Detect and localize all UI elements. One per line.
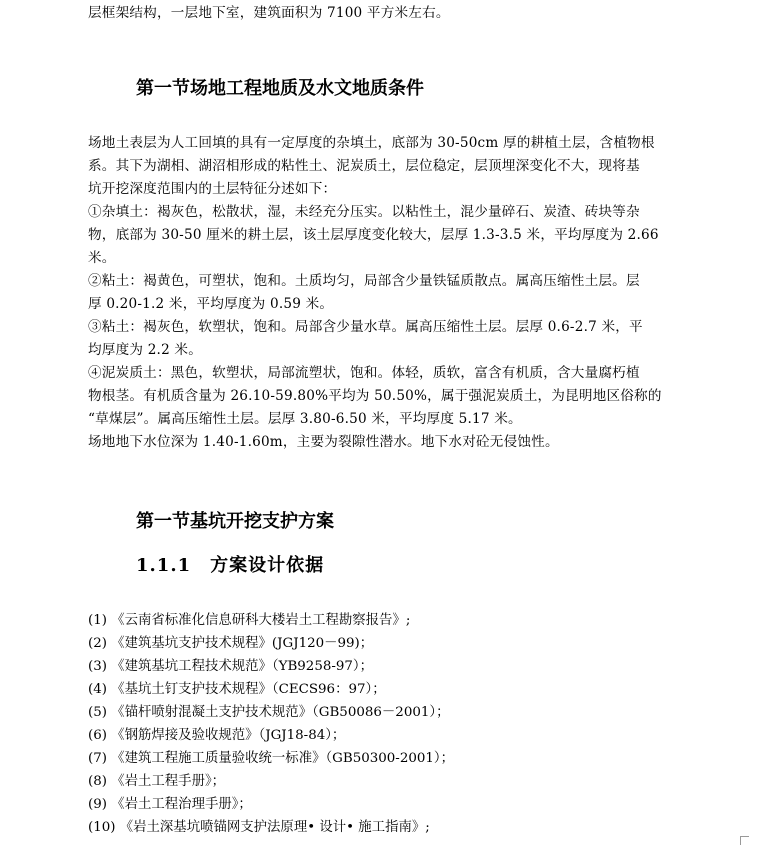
paragraph-line: 场地土表层为人工回填的具有一定厚度的杂填土，底部为 30-50cm 厚的耕植土层，含植物根 [88,135,655,151]
list-item: (5) 《锚杆喷射混凝土支护技术规范》（GB50086－2001）； [88,705,450,720]
subsection-heading-basis: 1.1.1 方案设计依据 [136,555,325,576]
intro-paragraph: 层框架结构，一层地下室，建筑面积为 7100 平方米左右。 [88,5,450,21]
paragraph-line: ④泥炭质土：黑色，软塑状，局部流塑状，饱和。体轻，质软，富含有机质，含大量腐朽植 [88,365,640,381]
list-item: (3) 《建筑基坑工程技术规范》（YB9258-97）； [88,659,374,674]
paragraph-line: 系。其下为湖相、湖沼相形成的粘性土、泥炭质土，层位稳定，层顶埋深变化不大，现将基 [88,158,640,174]
list-item: (9) 《岩土工程治理手册》； [88,797,252,812]
paragraph-line: 米。 [88,250,116,266]
paragraph-line: 物，底部为 30-50 厘米的耕土层，该土层厚度变化较大，层厚 1.3-3.5 米，平均厚度为 2.66 [88,227,659,243]
list-item: (8) 《岩土工程手册》； [88,774,226,789]
section-heading-geology: 第一节场地工程地质及水文地质条件 [136,78,424,99]
list-item: (4) 《基坑土钉支护技术规程》（CECS96：97）； [88,682,386,697]
paragraph-line: 均厚度为 2.2 米。 [88,342,203,358]
paragraph-line: ②粘土：褐黄色，可塑状，饱和。土质均匀，局部含少量铁锰质散点。属高压缩性土层。层 [88,273,640,289]
list-item: (7) 《建筑工程施工质量验收统一标准》（GB50300-2001）； [88,751,454,766]
paragraph-line: 物根茎。有机质含量为 26.10-59.80%平均为 50.50%，属于强泥炭质土，为昆明地区俗称的 [88,388,662,404]
paragraph-line: “草煤层”。属高压缩性土层。层厚 3.80-6.50 米，平均厚度 5.17 米。 [88,411,522,427]
paragraph-line: 坑开挖深度范围内的土层特征分述如下： [88,181,337,197]
list-item: (6) 《钢筋焊接及验收规范》（JGJ18-84）； [88,728,346,743]
paragraph-line: ③粘土：褐灰色，软塑状，饱和。局部含少量水草。属高压缩性土层。层厚 0.6-2.7 米，平 [88,319,643,335]
list-item: (2) 《建筑基坑支护技术规程》(JGJ120－99)； [88,636,374,651]
paragraph-line: 场地地下水位深为 1.40-1.60m，主要为裂隙性潜水。地下水对砼无侵蚀性。 [88,434,559,450]
page-corner-mark [740,836,749,845]
paragraph-line: 厚 0.20-1.2 米，平均厚度为 0.59 米。 [88,296,334,312]
list-item: (10) 《岩土深基坑喷锚网支护法原理• 设计• 施工指南》; [88,820,430,835]
paragraph-line: ①杂填土：褐灰色，松散状，湿，未经充分压实。以粘性土，混少量碎石、炭渣、砖块等杂 [88,204,640,220]
section-heading-excavation: 第一节基坑开挖支护方案 [136,511,334,532]
list-item: (1) 《云南省标准化信息研科大楼岩土工程勘察报告》; [88,613,411,628]
